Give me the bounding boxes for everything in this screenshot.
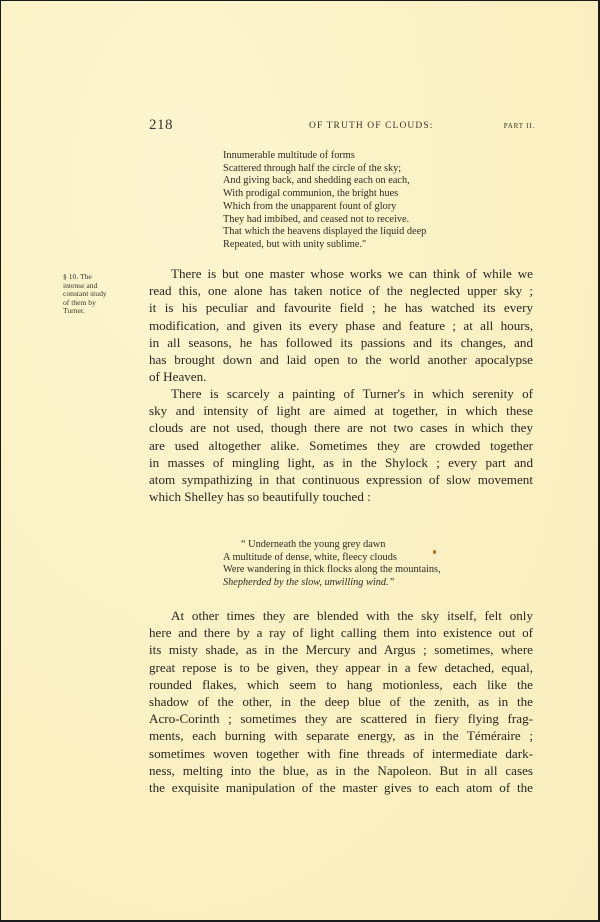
text-line: clouds are not used, though there are not two cases in which they (149, 420, 533, 436)
text-line: Acro-Corinth ; sometimes they are scattered in fiery flying frag- (149, 711, 533, 727)
text-line: sky and intensity of light are aimed at together, in which these (149, 403, 533, 419)
text-line: There is scarcely a painting of Turner's in which serenity of (171, 386, 533, 401)
part-label: PART II. (503, 122, 535, 130)
text-line: modification, and given its every phase and feature ; at all hours, (149, 317, 533, 333)
paper-blemish (433, 550, 436, 554)
text-line: great repose is to be given, they appear in a few detached, equal, (149, 659, 533, 675)
verse-line: Which from the unapparent fount of glory (223, 200, 397, 212)
text-line: it is his peculiar and favourite field ; he has watched its every (149, 300, 533, 316)
verse-line: That which the heavens displayed the liquid deep (223, 226, 427, 238)
margin-sidenote (63, 273, 133, 316)
text-line: rounded flakes, which seem to hang motionless, each like the (149, 676, 533, 692)
verse-line: Were wandering in thick flocks along the mountains, (223, 564, 441, 576)
text-line: are used altogether alike. Sometimes they are crowded together (149, 437, 533, 453)
paragraph-3 (149, 607, 533, 796)
sidenote-line: Turner. (63, 306, 85, 316)
text-line: sometimes woven together with fine threads of intermediate dark- (149, 745, 533, 761)
text-line: There is but one master whose works we can think of while we (171, 266, 533, 281)
text-line: shadow of the other, in the deep blue of the zenith, as in the (149, 693, 533, 709)
sidenote-line: § 10. The (63, 272, 92, 281)
text-line: which Shelley has so beautifully touched : (149, 489, 371, 505)
verse-line: With prodigal communion, the bright hues (223, 188, 399, 200)
verse-line: They had imbibed, and ceased not to receive. (223, 213, 410, 225)
sidenote-line: intense and (63, 280, 98, 290)
sidenote-line: of them by (63, 297, 96, 307)
text-line: has brought down and laid open to the world another apocalypse (149, 351, 533, 367)
text-line: ments, each burning with separate energy, as in the Téméraire ; (149, 728, 533, 744)
book-page (1, 1, 598, 920)
verse-line: Repeated, but with unity sublime." (223, 238, 367, 250)
verse-line: Shepherded by the slow, unwilling wind.” (223, 577, 395, 589)
running-head (149, 117, 535, 137)
text-line: At other times they are blended with the sky itself, felt only (171, 608, 533, 623)
text-line: atom sympathizing in that continuous expression of slow movement (149, 471, 533, 487)
verse-line: “ Underneath the young grey dawn (241, 539, 386, 550)
text-line: its misty shade, as in the Mercury and Argus ; sometimes, where (149, 642, 533, 658)
text-line: read this, one alone has taken notice of the neglected upper sky ; (149, 283, 533, 299)
verse-quotation-1 (223, 150, 426, 252)
verse-line: Innumerable multitude of forms (223, 150, 355, 161)
paragraph-2 (149, 385, 533, 505)
text-line: ness, melting into the blue, as in the Napoleon. But in all cases (149, 762, 533, 778)
text-line: the exquisite manipulation of the master gives to each atom of the (149, 779, 533, 795)
text-line: in masses of mingling light, as in the Shylock ; every part and (149, 454, 533, 470)
paragraph-1 (149, 265, 533, 385)
page-number: 218 (149, 117, 173, 133)
text-line: of Heaven. (149, 369, 207, 385)
text-line: here and there by a ray of light calling them into existence out of (149, 625, 533, 641)
sidenote-line: constant study (63, 289, 107, 299)
chapter-title: OF TRUTH OF CLOUDS: (309, 121, 434, 131)
verse-quotation-2 (223, 539, 441, 590)
text-line: in all seasons, he has followed its passions and its changes, and (149, 334, 533, 350)
verse-line: A multitude of dense, white, fleecy clouds (223, 551, 397, 563)
verse-line: And giving back, and shedding each on each, (223, 175, 410, 187)
verse-line: Scattered through half the circle of the sky; (223, 162, 402, 174)
